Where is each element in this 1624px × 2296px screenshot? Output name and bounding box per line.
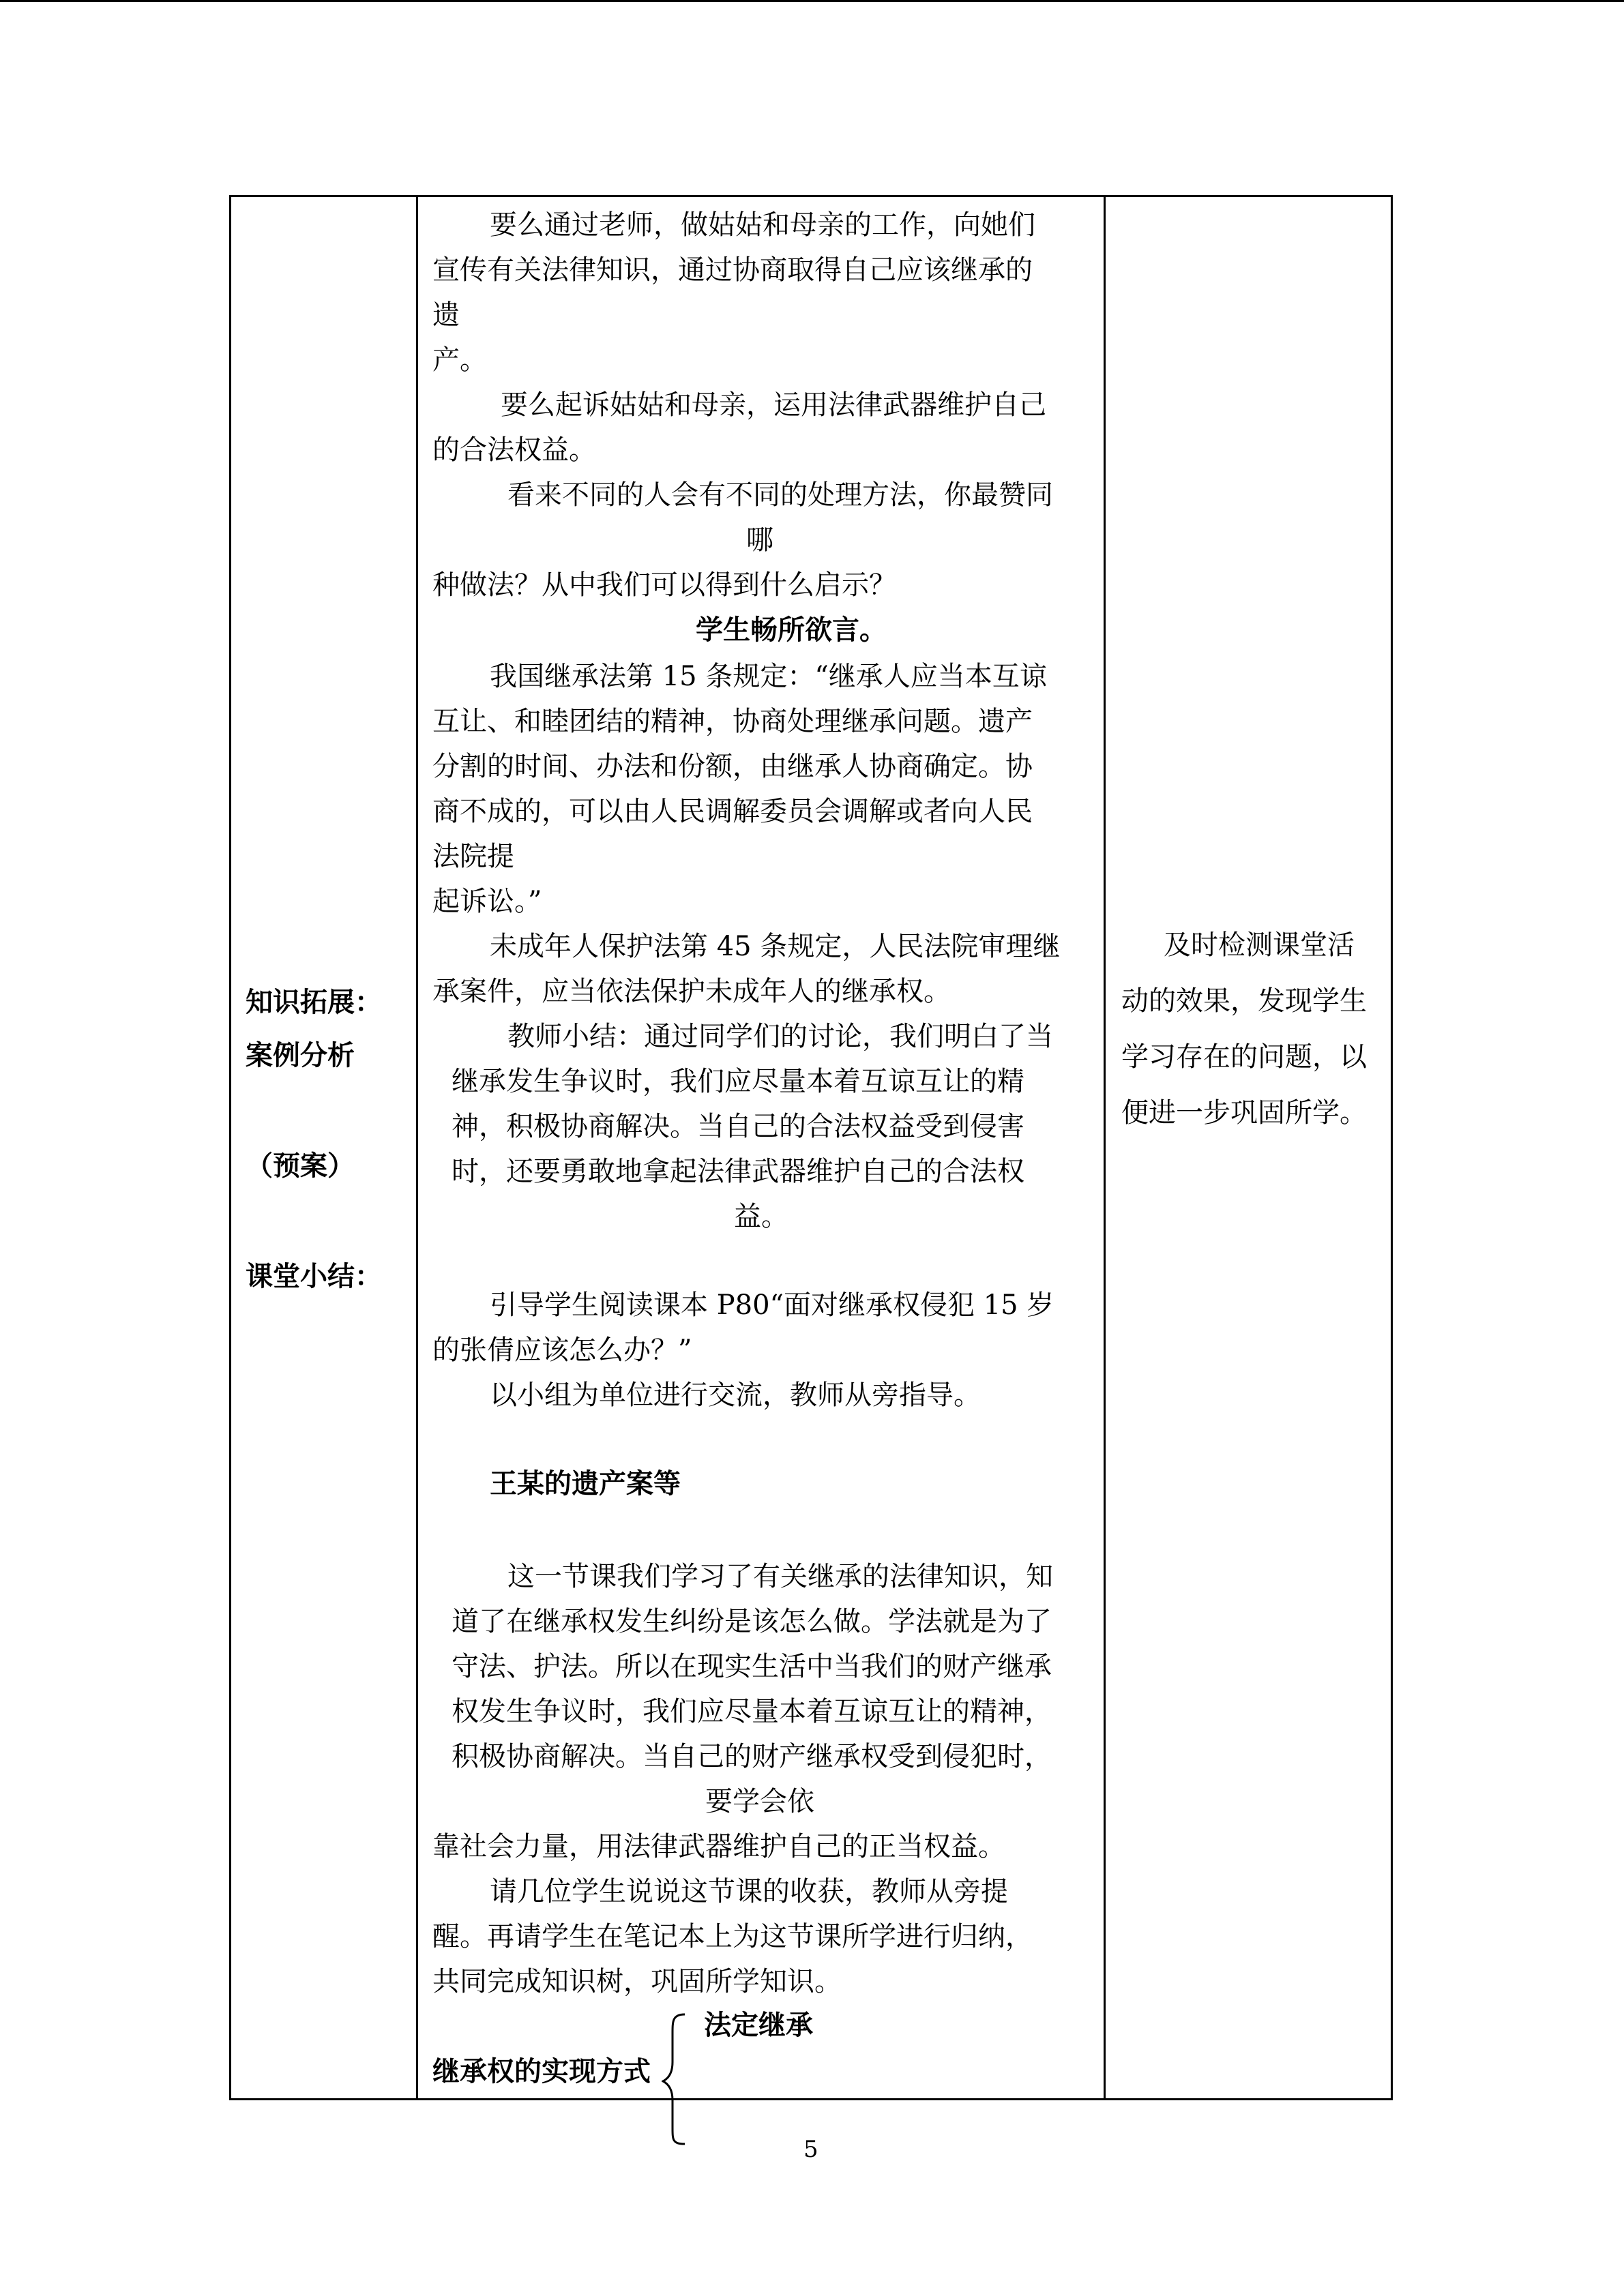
- p10-line-2: 醒。再请学生在笔记本上为这节课所学进行归纳，: [432, 1921, 1033, 1952]
- p9-line-7: 靠社会力量，用法律武器维护自己的正当权益。: [432, 1831, 1005, 1862]
- remark-line-3: 学习存在的问题，以: [1121, 1041, 1367, 1073]
- p7-line-1: 引导学生阅读课本 P80“面对继承权侵犯 15 岁: [490, 1289, 1054, 1321]
- column-divider-2: [1104, 195, 1106, 2100]
- p4-line-5: 法院提: [432, 841, 514, 872]
- p6-line-3: 神，积极协商解决。当自己的合法权益受到侵害: [452, 1111, 1024, 1142]
- p9-line-1: 这一节课我们学习了有关继承的法律知识，知: [507, 1561, 1053, 1592]
- p7-line-2: 的张倩应该怎么办？”: [432, 1335, 692, 1366]
- top-rule: [0, 0, 1624, 2]
- p9-line-5: 积极协商解决。当自己的财产继承权受到侵犯时，: [452, 1741, 1052, 1772]
- label-case-analysis: 案例分析: [246, 1039, 355, 1071]
- label-knowledge-extension: 知识拓展：: [246, 986, 382, 1018]
- p1-line-1: 要么通过老师，做姑姑和母亲的工作，向她们: [490, 209, 1035, 241]
- page-number: 5: [803, 2136, 818, 2163]
- p9-line-4: 权发生争议时，我们应尽量本着互谅互让的精神，: [452, 1696, 1052, 1727]
- p4-line-3: 分割的时间、办法和份额，由继承人协商确定。协: [432, 751, 1033, 782]
- heading-wang-case: 王某的遗产案等: [490, 1467, 681, 1500]
- label-plan: （预案）: [246, 1150, 355, 1182]
- p9-line-2: 道了在继承权发生纠纷是该怎么做。学法就是为了: [452, 1606, 1052, 1637]
- p6-line-5: 益。: [734, 1201, 788, 1232]
- p3-line-1: 看来不同的人会有不同的处理方法，你最赞同: [507, 479, 1053, 511]
- p5-line-1: 未成年人保护法第 45 条规定，人民法院审理继: [490, 931, 1061, 962]
- column-divider-1: [416, 195, 418, 2100]
- p4-line-4: 商不成的，可以由人民调解委员会调解或者向人民: [432, 796, 1033, 827]
- p10-line-1: 请几位学生说说这节课的收获，教师从旁提: [490, 1876, 1008, 1907]
- p6-line-1: 教师小结：通过同学们的讨论，我们明白了当: [507, 1021, 1053, 1052]
- label-class-summary: 课堂小结：: [246, 1260, 382, 1292]
- p8-line: 以小组为单位进行交流，教师从旁指导。: [490, 1380, 981, 1411]
- p4-line-6: 起诉讼。”: [432, 886, 542, 917]
- p1-line-4: 产。: [432, 344, 487, 376]
- p9-line-6: 要学会依: [705, 1786, 814, 1817]
- p1-line-3: 遗: [432, 299, 460, 331]
- brace-icon: [662, 2010, 696, 2147]
- p3-line-3: 种做法？从中我们可以得到什么启示？: [432, 569, 896, 601]
- p4-line-2: 互让、和睦团结的精神，协商处理继承问题。遗产: [432, 706, 1033, 737]
- p6-line-4: 时，还要勇敢地拿起法律武器维护自己的合法权: [452, 1156, 1024, 1187]
- p4-line-1: 我国继承法第 15 条规定：“继承人应当本互谅: [490, 661, 1047, 692]
- remark-line-4: 便进一步巩固所学。: [1121, 1097, 1367, 1129]
- p10-line-3: 共同完成知识树，巩固所学知识。: [432, 1966, 842, 1997]
- tree-root: 继承权的实现方式: [432, 2055, 651, 2087]
- remark-line-2: 动的效果，发现学生: [1121, 985, 1367, 1017]
- remark-line-1: 及时检测课堂活: [1164, 929, 1355, 961]
- p2-line-2: 的合法权益。: [432, 434, 596, 466]
- p6-line-2: 继承发生争议时，我们应尽量本着互谅互让的精: [452, 1066, 1024, 1097]
- heading-students-speak: 学生畅所欲言。: [696, 614, 887, 646]
- p5-line-2: 承案件，应当依法保护未成年人的继承权。: [432, 976, 951, 1007]
- p2-line-1: 要么起诉姑姑和母亲，运用法律武器维护自己: [501, 389, 1046, 421]
- p3-line-2: 哪: [746, 524, 773, 556]
- p1-line-2: 宣传有关法律知识，通过协商取得自己应该继承的: [432, 254, 1033, 286]
- p9-line-3: 守法、护法。所以在现实生活中当我们的财产继承: [452, 1651, 1052, 1682]
- tree-branch-statutory: 法定继承: [704, 2009, 813, 2041]
